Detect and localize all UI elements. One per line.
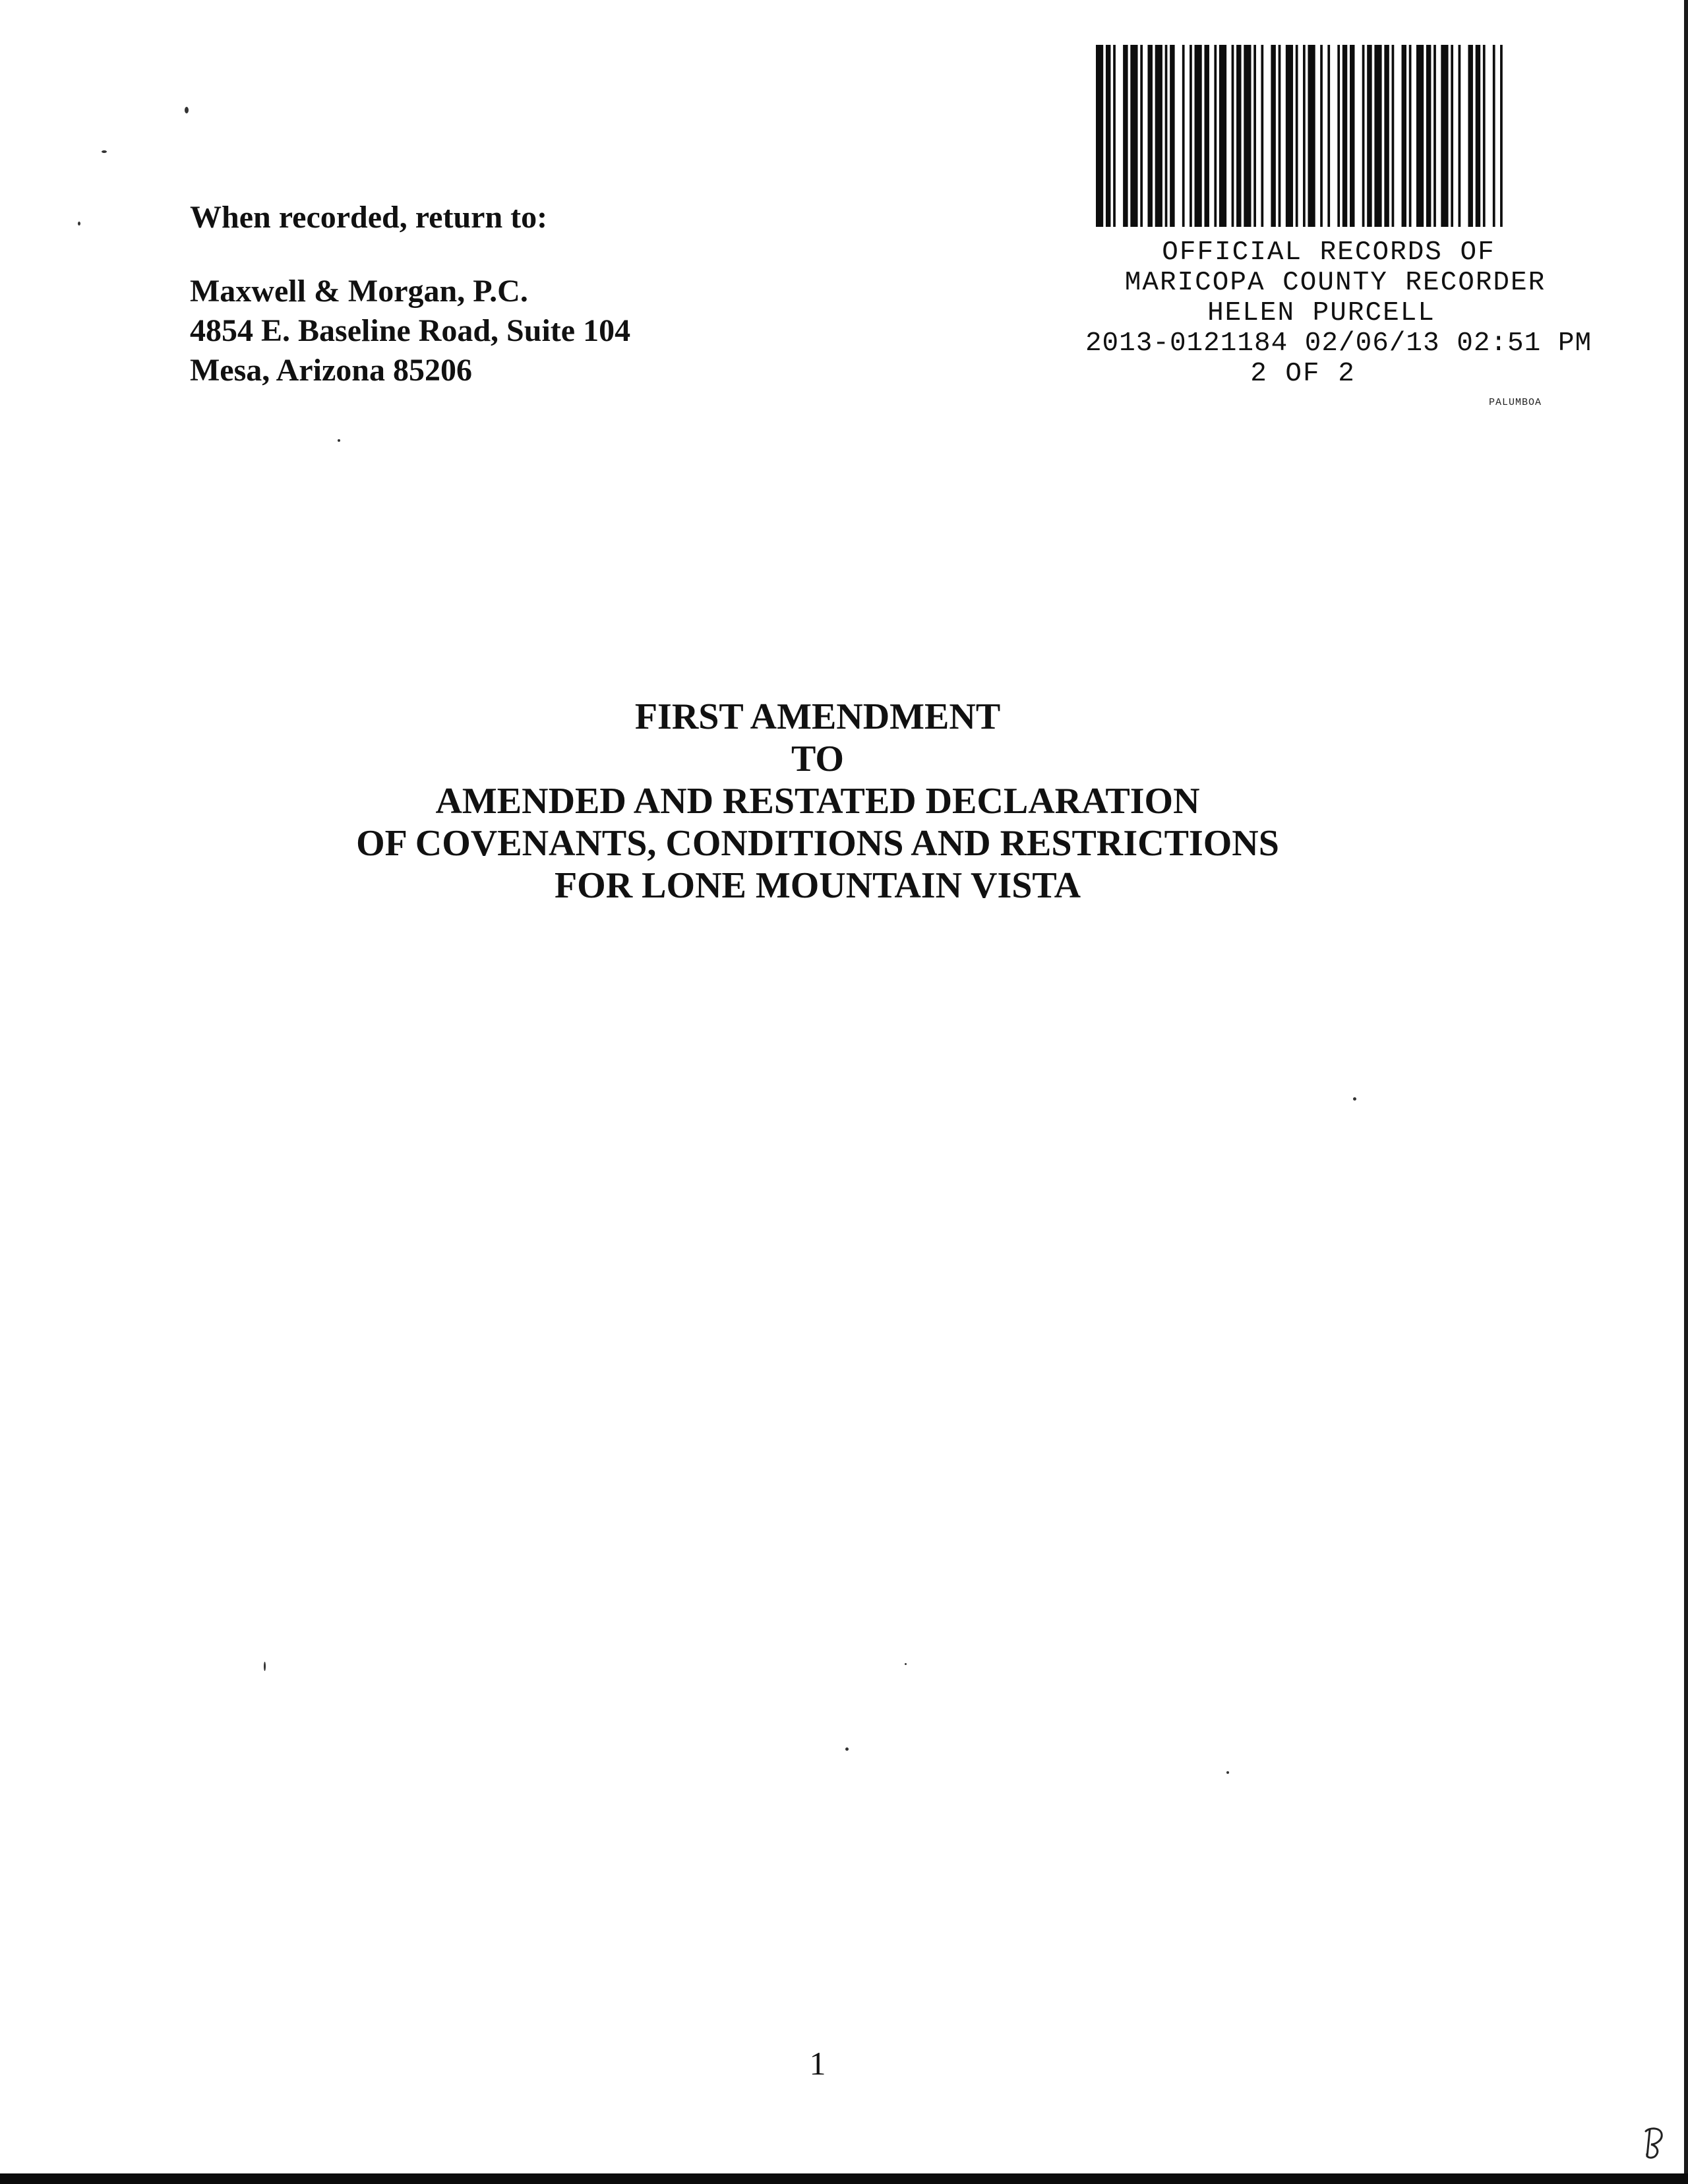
barcode-bar — [1219, 45, 1226, 227]
title-line-2: TO — [791, 739, 844, 779]
stamp-line-official-records: OFFICIAL RECORDS OF — [1162, 237, 1495, 268]
barcode-bar — [1204, 45, 1209, 227]
barcode-bar — [1155, 45, 1162, 227]
barcode-bar — [1106, 45, 1110, 227]
barcode-bar — [1148, 45, 1153, 227]
barcode-bar — [1468, 45, 1472, 227]
barcode-bar — [1350, 45, 1354, 227]
barcode-bar — [1367, 45, 1372, 227]
barcode-bar — [1123, 45, 1128, 227]
barcode-bar — [1337, 45, 1340, 227]
recorder-clerk-code: PALUMBOA — [1489, 397, 1542, 408]
barcode-bar — [1342, 45, 1347, 227]
barcode-bar — [1236, 45, 1241, 227]
barcode-bar — [1286, 45, 1293, 227]
barcode-bar — [1113, 45, 1116, 227]
barcode-bar — [1253, 45, 1256, 227]
scan-speck — [102, 150, 107, 153]
barcode-bar — [1244, 45, 1251, 227]
return-address-city: Mesa, Arizona 85206 — [190, 353, 472, 388]
scan-edge-bottom — [0, 2173, 1688, 2184]
barcode-bar — [1140, 45, 1143, 227]
barcode-bar — [1451, 45, 1453, 227]
title-line-3: AMENDED AND RESTATED DECLARATION — [435, 781, 1200, 822]
barcode-bar — [1441, 45, 1448, 227]
return-heading: When recorded, return to: — [190, 200, 548, 235]
barcode-bar — [1500, 45, 1503, 227]
barcode-bar — [1426, 45, 1431, 227]
barcode-bar — [1195, 45, 1202, 227]
barcode-bar — [1392, 45, 1395, 227]
title-line-1: FIRST AMENDMENT — [634, 696, 1001, 737]
scan-speck — [1353, 1097, 1356, 1101]
return-address-street: 4854 E. Baseline Road, Suite 104 — [190, 313, 631, 348]
scan-speck — [905, 1663, 907, 1665]
scan-speck — [264, 1662, 266, 1671]
barcode-bar — [1279, 45, 1281, 227]
barcode-bar — [1493, 45, 1495, 227]
barcode-bar — [1384, 45, 1389, 227]
barcode-bar — [1232, 45, 1234, 227]
barcode-bar — [1271, 45, 1275, 227]
stamp-line-page-count: 2 OF 2 — [1250, 359, 1356, 389]
barcode-bar — [1182, 45, 1185, 227]
title-line-4: OF COVENANTS, CONDITIONS AND RESTRICTIONS — [356, 823, 1279, 864]
barcode-bar — [1130, 45, 1137, 227]
handwritten-initial-mark — [1641, 2125, 1667, 2160]
scan-speck — [1226, 1771, 1229, 1774]
barcode-bar — [1296, 45, 1298, 227]
barcode-bar — [1320, 45, 1323, 227]
page-number: 1 — [809, 2045, 826, 2082]
barcode-bar — [1362, 45, 1365, 227]
barcode-bar — [1374, 45, 1381, 227]
barcode-bar — [1459, 45, 1461, 227]
barcode-bar — [1433, 45, 1436, 227]
return-address-firm: Maxwell & Morgan, P.C. — [190, 274, 528, 309]
barcode-bar — [1476, 45, 1480, 227]
stamp-line-recorder-name: HELEN PURCELL — [1207, 298, 1435, 328]
barcode-bar — [1190, 45, 1192, 227]
document-title — [185, 696, 1451, 907]
stamp-line-county-recorder: MARICOPA COUNTY RECORDER — [1124, 268, 1546, 298]
recorder-stamp — [1042, 237, 1596, 389]
barcode-bar — [1170, 45, 1174, 227]
stamp-line-record-number: 2013-0121184 02/06/13 02:51 PM — [1085, 328, 1592, 359]
barcode-bar — [1261, 45, 1263, 227]
scan-speck — [185, 107, 189, 113]
recording-barcode — [1096, 45, 1510, 227]
barcode-bar — [1096, 45, 1103, 227]
barcode-bar — [1327, 45, 1330, 227]
scan-speck — [78, 222, 80, 226]
scan-speck — [845, 1747, 849, 1751]
barcode-bar — [1303, 45, 1306, 227]
barcode-bar — [1402, 45, 1406, 227]
barcode-bar — [1165, 45, 1168, 227]
barcode-bar — [1308, 45, 1315, 227]
barcode-bar — [1416, 45, 1424, 227]
return-address-block — [190, 198, 783, 390]
barcode-bar — [1483, 45, 1486, 227]
barcode-bar — [1409, 45, 1412, 227]
title-line-5: FOR LONE MOUNTAIN VISTA — [554, 865, 1081, 906]
barcode-bar — [1214, 45, 1217, 227]
scan-speck — [338, 439, 340, 442]
scan-edge-right — [1684, 0, 1688, 2184]
